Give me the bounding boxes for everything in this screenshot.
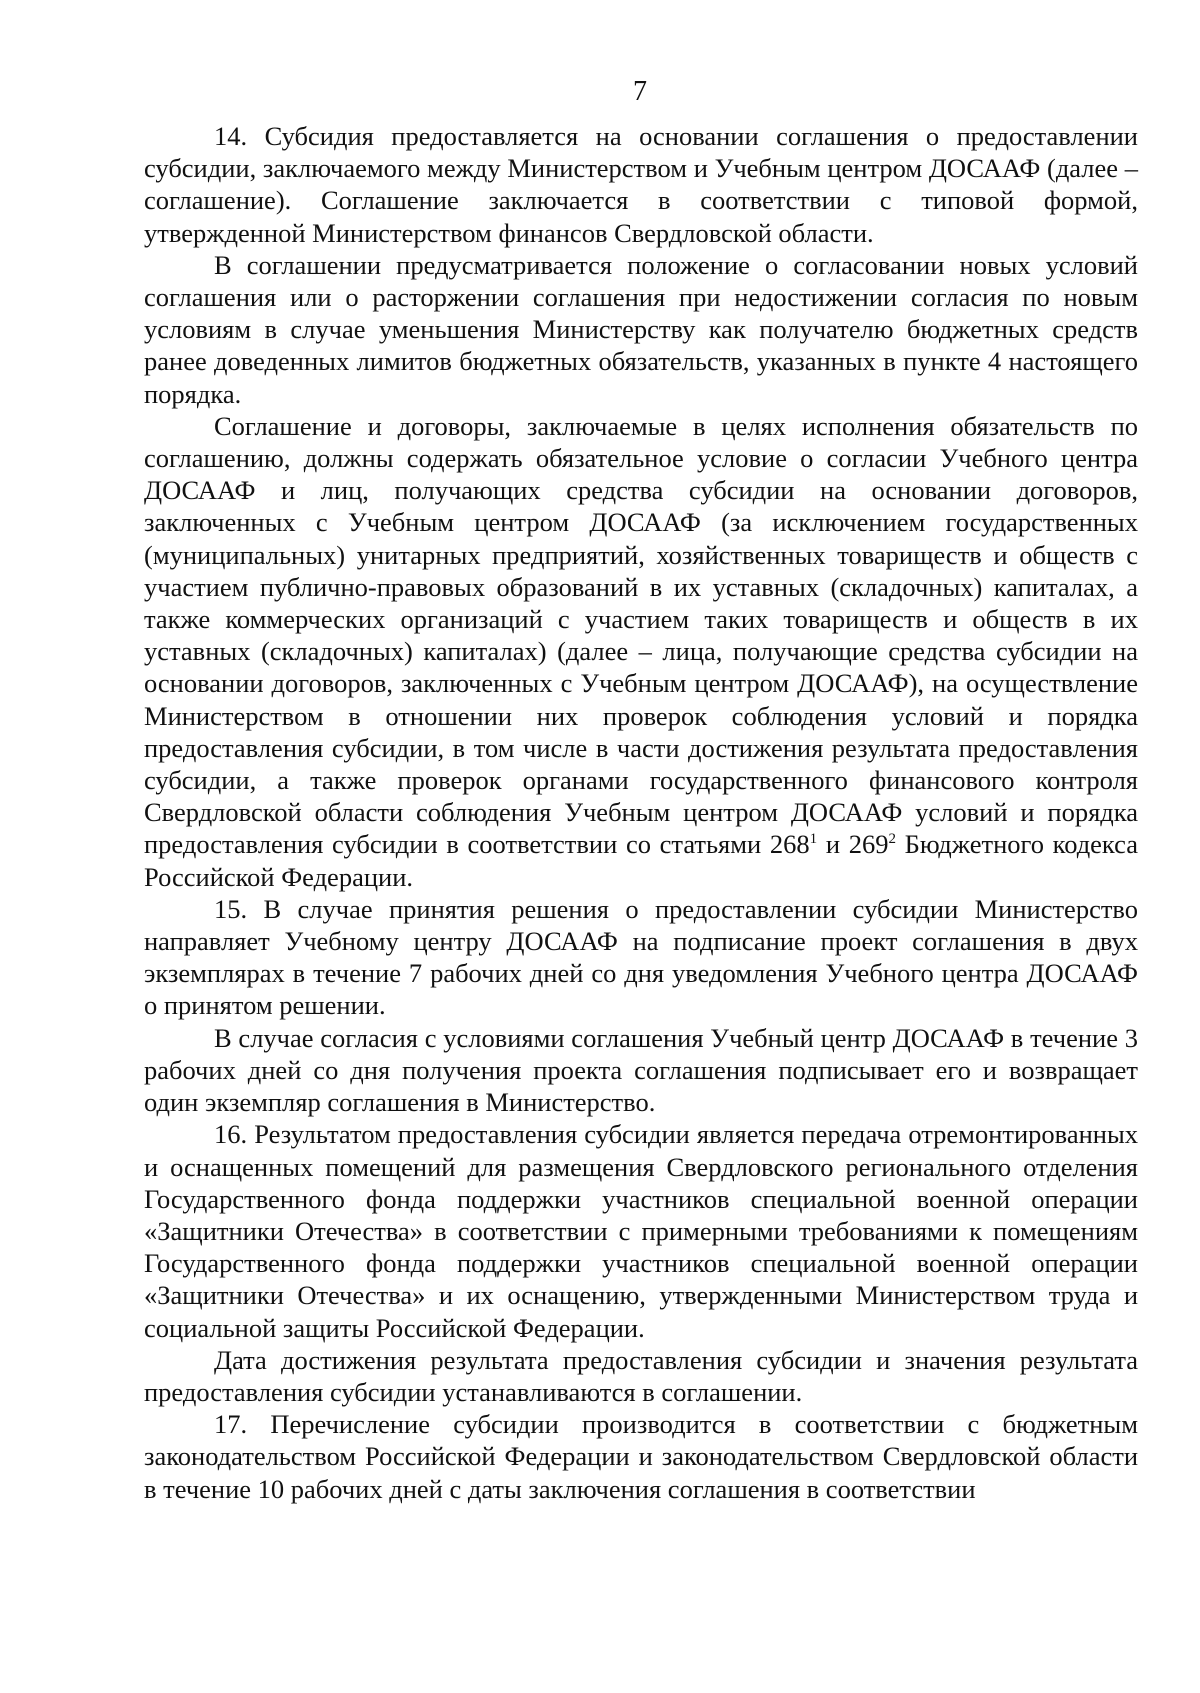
paragraph-16: 16. Результатом предоставления субсидии является передача отремонтированных и оснащенных помещений для размещения Свердловского регионального отделения Государственного фонда поддержки участников специальной военной операции «Защитники Отечества» в соответствии с примерными требованиями к помещениям Государственного фонда поддержки участников специальной военной операции «Защитники Отечества» и их оснащению, утвержденными Министерством труда и социальной защиты Российской Федерации. [144, 1119, 1138, 1343]
page-number: 7 [633, 76, 647, 107]
paragraph-17: 17. Перечисление субсидии производится в соответствии с бюджетным законодательством Российской Федерации и законодательством Свердловской области в течение 10 рабочих дней с даты заключения соглашения в соответствии [144, 1409, 1138, 1504]
superscript-2: 2 [888, 831, 896, 848]
paragraph-15: 15. В случае принятия решения о предоставлении субсидии Министерство направляет Учебному центру ДОСААФ на подписание проект соглашения в двух экземплярах в течение 7 рабочих дней со дня уведомления Учебного центра ДОСААФ о принятом решении. [144, 893, 1138, 1021]
paragraph-text-part: и 269 [817, 829, 889, 860]
paragraph-agreement-contracts [144, 410, 1138, 893]
paragraph-text-part: Соглашение и договоры, заключаемые в целях исполнения обязательств по соглашению, должны содержать обязательное условие о согласии Учебного центра ДОСААФ и лиц, получающих средства субсидии на основании договоров, заключенных с Учебным центром ДОСААФ (за исключением государственных (муниципальных) унитарных предприятий, хозяйственных товариществ и обществ с участием публично-правовых образований в их уставных (складочных) капиталах, а также коммерческих организаций с участием таких товариществ и обществ в их уставных (складочных) капиталах) (далее – лица, получающие средства субсидии на основании договоров, заключенных с Учебным центром ДОСААФ), на осуществление Министерством в отношении них проверок соблюдения условий и порядка предоставления субсидии, в том числе в части достижения результата предоставления субсидии, а также проверок органами государственного финансового контроля Свердловской области соблюдения Учебным центром ДОСААФ условий и порядка предоставления субсидии в соответствии со статьями 268 [144, 410, 1138, 860]
document-body [144, 120, 1138, 1505]
paragraph-agreement-conditions: В соглашении предусматривается положение о согласовании новых условий соглашения или о расторжении соглашения при недостижении согласия по новым условиям в случае уменьшения Министерству как получателю бюджетных средств ранее доведенных лимитов бюджетных обязательств, указанных в пункте 4 настоящего порядка. [144, 249, 1138, 409]
paragraph-result-date: Дата достижения результата предоставления субсидии и значения результата предоставления субсидии устанавливаются в соглашении. [144, 1344, 1138, 1407]
paragraph-text-part: Бюджетного кодекса Российской Федерации. [144, 829, 1138, 892]
paragraph-14: 14. Субсидия предоставляется на основании соглашения о предоставлении субсидии, заключаемого между Министерством и Учебным центром ДОСААФ (далее – соглашение). Соглашение заключается в соответствии с типовой формой, утвержденной Министерством финансов Свердловской области. [144, 121, 1138, 248]
superscript-1: 1 [809, 831, 818, 848]
paragraph-consent: В случае согласия с условиями соглашения Учебный центр ДОСААФ в течение 3 рабочих дней со дня получения проекта соглашения подписывает его и возвращает один экземпляр соглашения в Министерство. [144, 1022, 1138, 1118]
